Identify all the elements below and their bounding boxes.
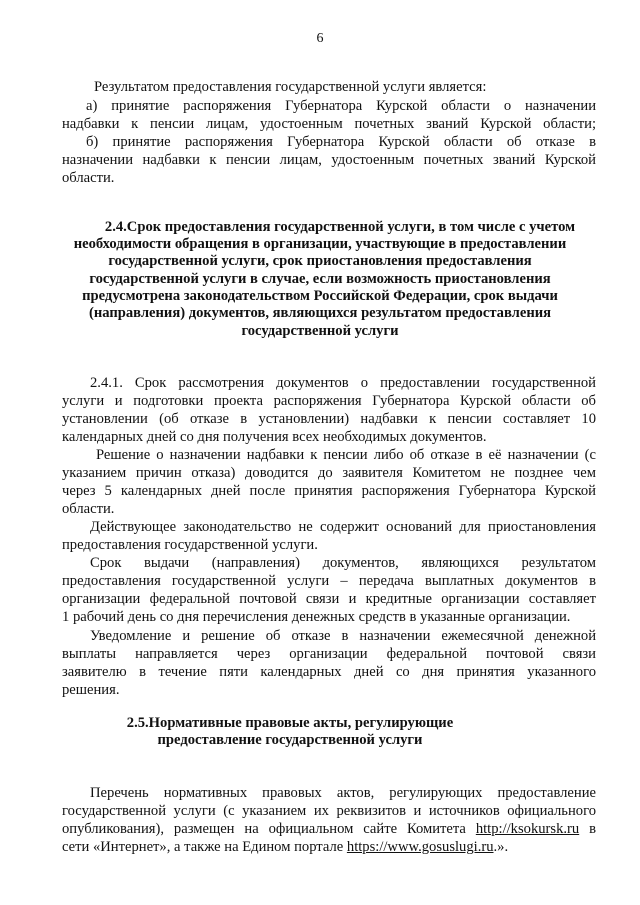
paragraph-legislation-line: Действующее законодательство не содержит оснований для приостановления	[90, 519, 596, 535]
paragraph-2-5-line	[62, 838, 508, 856]
paragraph-2-5-line	[62, 820, 596, 838]
result-item-b-line2: назначении надбавки к пенсии лицам, удостоенным почетных званий Курской	[62, 152, 596, 168]
paragraph-2-5-line: Перечень нормативных правовых актов, регулирующих предоставление	[90, 785, 596, 801]
paragraph-notification-line: выплаты направляется через организации федеральной почтовой связи	[62, 646, 596, 662]
section-2-4-heading-line: 2.4.Срок предоставления государственной услуги, в том числе с учетом	[104, 219, 576, 235]
section-2-4-heading-line: необходимости обращения в организации, участвующие в предоставлении	[73, 236, 567, 252]
result-intro: Результатом предоставления государственной услуги является:	[94, 79, 487, 95]
section-2-4-heading-line: предусмотрена законодательством Российской Федерации, срок выдачи	[82, 288, 558, 304]
paragraph-issue-term-line: Срок выдачи (направления) документов, являющихся результатом	[90, 555, 596, 571]
ksokursk-link[interactable]: http://ksokursk.ru	[475, 821, 580, 837]
paragraph-2-4-1-line: календарных дней со дня получения всех необходимых документов.	[62, 429, 487, 445]
paragraph-2-5-line: государственной услуги (с указанием их реквизитов и источников официального	[62, 803, 596, 819]
paragraph-decision-line: Решение о назначении надбавки к пенсии либо об отказе в её назначении (с	[96, 447, 596, 463]
paragraph-issue-term-line: предоставления государственной услуги – передача выплатных документов в	[62, 573, 596, 589]
paragraph-legislation-line: предоставления государственной услуги.	[62, 537, 318, 553]
result-item-a-line2: надбавки к пенсии лицам, удостоенным почетных званий Курской области;	[62, 116, 596, 132]
paragraph-decision-line: области.	[62, 501, 115, 517]
section-2-4-heading-line: (направления) документов, являющихся результатом предоставления	[88, 305, 552, 321]
paragraph-notification-line: заявителю в течение пяти календарных дней со дня принятия указанного	[62, 664, 596, 680]
result-item-b-line3: области.	[62, 170, 115, 186]
result-item-b-line1: б) принятие распоряжения Губернатора Курской области об отказе в	[86, 134, 596, 150]
paragraph-notification-line: Уведомление и решение об отказе в назначении ежемесячной денежной	[90, 628, 596, 644]
page-number: 6	[316, 31, 324, 46]
paragraph-decision-line: указанием причин отказа) доводится до заявителя Комитетом не позднее чем	[62, 465, 596, 481]
paragraph-2-5-text: опубликования), размещен на официальном сайте Комитета	[62, 821, 466, 837]
paragraph-issue-term-line: 1 рабочий день со дня перечисления денежных средств в указанные организации.	[62, 609, 571, 625]
gosuslugi-link[interactable]: https://www.gosuslugi.ru	[346, 839, 494, 855]
paragraph-notification-line: решения.	[62, 682, 120, 698]
section-2-4-heading-line: государственной услуги, срок приостановления предоставления	[108, 253, 532, 269]
paragraph-2-4-1-line: услуги и подготовки проекта распоряжения Губернатора Курской области об	[62, 393, 596, 409]
paragraph-decision-line: через 5 календарных дней после принятия распоряжения Губернатора Курской	[62, 483, 596, 499]
result-item-a-line1: а) принятие распоряжения Губернатора Курской области о назначении	[86, 98, 596, 114]
paragraph-2-5-text: в	[589, 821, 596, 837]
section-2-5-heading-line: предоставление государственной услуги	[157, 732, 423, 748]
paragraph-issue-term-line: организации федеральной почтовой связи и кредитные организации составляет	[62, 591, 596, 607]
paragraph-2-5-text: сети «Интернет», а также на Едином портале	[62, 839, 344, 855]
paragraph-2-4-1-line: установлении (об отказе в установлении) надбавки к пенсии составляет 10	[62, 411, 596, 427]
section-2-5-heading-line: 2.5.Нормативные правовые акты, регулирующие	[126, 715, 454, 731]
paragraph-2-4-1-line: 2.4.1. Срок рассмотрения документов о предоставлении государственной	[90, 375, 596, 391]
section-2-4-heading-line: государственной услуги в случае, если возможность приостановления	[89, 271, 551, 287]
paragraph-2-5-text: .».	[493, 839, 509, 855]
section-2-4-heading-line: государственной услуги	[241, 323, 399, 339]
